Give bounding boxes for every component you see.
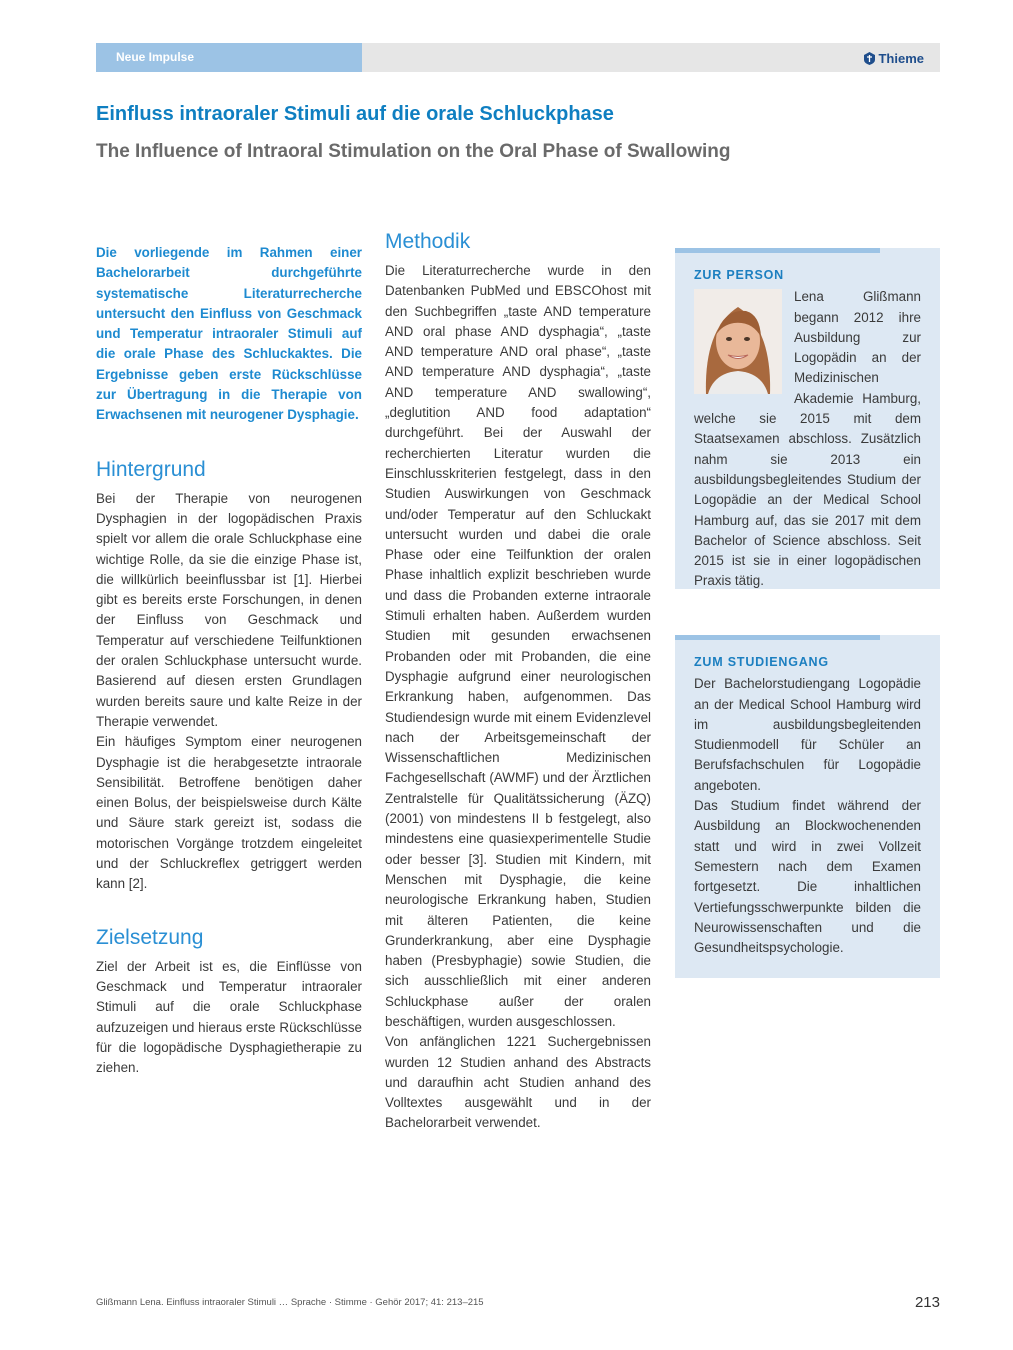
hintergrund-paragraph-1: Bei der Therapie von neurogenen Dysphagien in der logopädischen Praxis spielt vor allem die orale Schluckphase eine wichtige Rolle, da sie die einzige Phase ist, die willkürlich beeinflussbar ist [1]. Hierbei gibt es bereits erste Forschungen, in denen der Einfluss von Geschmack und Temperatur auf verschiedene Teilfunktionen der oralen Schluckphase untersucht wurde. Basierend auf diesen ersten Grundlagen wurden bereits saure und kalte Reize in der Therapie verwendet.: [96, 490, 362, 729]
zielsetzung-paragraph: Ziel der Arbeit ist es, die Einflüsse von Geschmack und Temperatur intraoraler Stimuli auf die orale Schluckphase aufzuzeigen und hieraus erste Rückschlüsse für die logopädische Dysphagietherapie zu ziehen.: [96, 958, 362, 1076]
running-header: [96, 43, 940, 72]
zum-studiengang-paragraph-2: Das Studium findet während der Ausbildung an Blockwochenenden statt und wird in zwei Vollzeit Semestern nach dem Examen fortgesetzt. Die inhaltlichen Vertiefungsschwerpunkte bilden die Neurowissenschaften und die Gesundheitspsychologie.: [694, 798, 921, 956]
column-middle: [385, 229, 651, 1134]
thieme-emblem-icon: [864, 52, 875, 65]
sidebar-zum-studiengang: [675, 635, 940, 978]
methodik-paragraph-1: Die Literaturrecherche wurde in den Datenbanken PubMed und EBSCOhost mit den Suchbegriffen „taste AND temperature AND oral phase AND dysphagia“, „taste AND temperature AND oral phase“, „taste AND temperature AND dysphagia“, „taste AND temperature AND swallowing“, „deglutition AND food adaptation“ durchgeführt. Bei der Auswahl der recherchierten Literatur wurden die Einschlusskriterien festgelegt, dass in den Studien Auswirkungen von Geschmack und/oder Temperatur auf den Schluckakt untersucht wurden und dabei die orale Phase oder eine Teilfunktion der oralen Phase inhaltlich explizit beschrieben wurde und dass die Probanden externe intraorale Stimuli erhalten haben. Außerdem wurden Studien mit gesunden erwachsenen Probanden oder mit Probanden, die eine Dysphagie aufgrund einer neurologischen Erkrankung haben, aufgenommen. Das Studiendesign wurde mit einem Evidenzlevel nach der Arbeitsgemeinschaft der Wissenschaftlichen Medizinischen Fachgesellschaft (AWMF) und der Ärztlichen Zentralstelle für Qualitätssicherung (ÄZQ) (2001) von mindestens II b festgelegt, also mindestens eine quasiexperimentelle Studie oder besser [3]. Studien mit Kindern, mit Menschen mit Dysphagie, die keine neurologische Erkrankung haben, Studien mit älteren Patienten, die keine Grunderkrankung, aber eine Dysphagie haben (Presbyphagie) sowie Studien, die sich ausschließlich mit einer anderen Schluckphase außer der oralen beschäftigen, wurden ausgeschlossen.: [385, 263, 651, 1029]
hintergrund-paragraph-2: Ein häufiges Symptom einer neurogenen Dysphagie ist die herabgesetzte intraorale Sensibilität. Betroffene benötigen daher einen Bolus, der beispielsweise durch Kälte und Säure stark gereizt ist, sodass die motorischen Vorgänge trotzdem eingeleitet und der Schluckreflex getriggert werden kann [2].: [96, 734, 362, 892]
zur-person-text: Lena Glißmann begann 2012 ihre Ausbildung zur Logopädin an der Medizinischen Akademie Hamburg, welche sie 2015 mit dem Staatsexamen abschloss. Zusätzlich nahm sie 2013 ein ausbildungsbegleitendes Studium der Logopädie an der Medical School Hamburg auf, das sie 2017 mit dem Bachelor of Science abschloss. Seit 2015 ist sie in einer logopädischen Praxis tätig.: [694, 289, 921, 589]
page-number: 213: [914, 1294, 940, 1311]
section-tag: [96, 43, 362, 72]
article-title: Einfluss intraoraler Stimuli auf die orale Schluckphase: [96, 103, 614, 125]
publisher-logo: [864, 51, 924, 66]
publisher-name: Thieme: [878, 51, 924, 66]
zum-studiengang-title: ZUM STUDIENGANG: [694, 655, 829, 669]
article-subtitle: The Influence of Intraoral Stimulation on the Oral Phase of Swallowing: [96, 141, 731, 162]
heading-methodik: Methodik: [385, 230, 471, 253]
section-label: Neue Impulse: [116, 50, 195, 64]
zum-studiengang-paragraph-1: Der Bachelorstudiengang Logopädie an der Medical School Hamburg wird im ausbildungsbegleitenden Studienmodell für Schüler an Berufsfachschulen für Logopädie angeboten.: [694, 676, 921, 793]
heading-hintergrund: Hintergrund: [96, 457, 206, 481]
lead-paragraph: Die vorliegende im Rahmen einer Bachelorarbeit durchgeführte systematische Literaturrecherche untersucht den Einfluss von Geschmack und Temperatur intraoraler Stimuli auf die orale Phase des Schluckaktes. Die Ergebnisse geben erste Rückschlüsse zur Übertragung in die Therapie von Erwachsenen mit neurogener Dysphagie.: [96, 245, 362, 423]
methodik-paragraph-2: Von anfänglichen 1221 Suchergebnissen wurden 12 Studien anhand des Abstracts und daraufhin acht Studien anhand des Volltextes ausgewählt und in der Bachelorarbeit verwendet.: [385, 1034, 651, 1131]
footer-citation: Glißmann Lena. Einfluss intraoraler Stimuli … Sprache · Stimme · Gehör 2017; 41: 213–215: [96, 1297, 484, 1308]
heading-zielsetzung: Zielsetzung: [96, 925, 204, 949]
column-left: [96, 243, 362, 1078]
zur-person-title: ZUR PERSON: [694, 268, 784, 282]
sidebar-zur-person: [675, 248, 940, 589]
author-portrait: [694, 289, 782, 394]
